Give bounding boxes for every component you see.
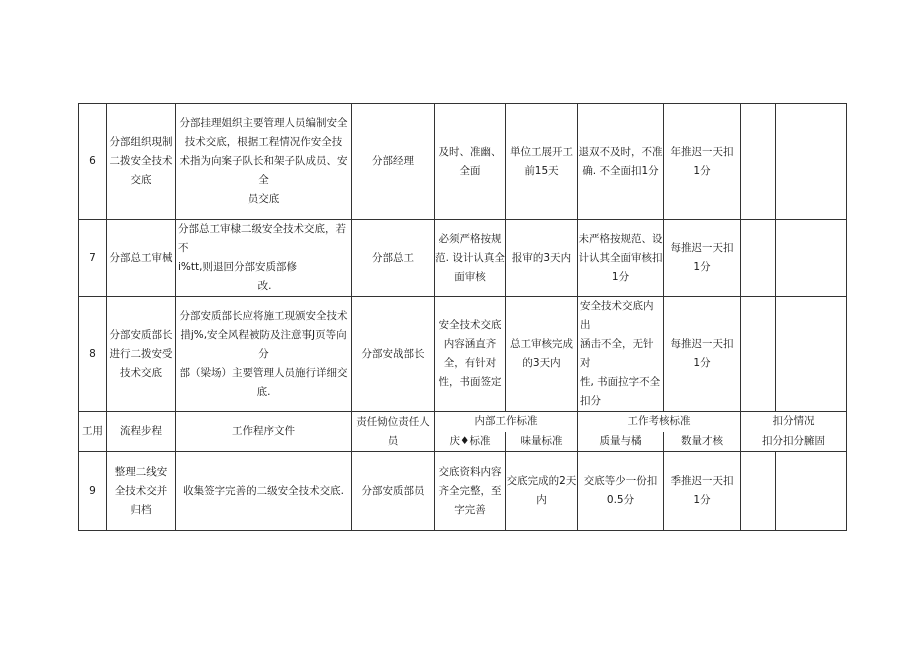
header-deduction: 扣分情况: [741, 412, 847, 432]
quality-assessment: 退双不及时，不准 确. 不全面扣1分: [578, 104, 664, 220]
row-number: 6: [79, 104, 107, 220]
table-row: [79, 220, 847, 297]
header-row: [79, 412, 847, 432]
time-standard: 报审的3天内: [506, 220, 578, 297]
table-row: [79, 104, 847, 220]
header-time-sub: 味量标准: [506, 432, 578, 452]
quality-assessment: 交底等少一份扣 0.5分: [578, 452, 664, 531]
process-step: 分部组织現制 二拨安全技术 交底: [107, 104, 176, 220]
row-number: 9: [79, 452, 107, 531]
header-step: 流程步程: [107, 412, 176, 452]
header-deduction-sub: 扣分扣分臃固: [741, 432, 847, 452]
header-quality-sub: 质量与橘: [578, 432, 664, 452]
work-standard-table: [78, 103, 847, 531]
responsible-post: 分部安战部长: [352, 297, 435, 412]
quality-assessment: 未严格按规范、设 计认其全面审核扣 1分: [578, 220, 664, 297]
responsible-post: 分部安质部员: [352, 452, 435, 531]
header-no: 工用: [79, 412, 107, 452]
deduction-cell: [776, 220, 847, 297]
responsible-post: 分部经理: [352, 104, 435, 220]
process-step: 整理二线安 全技术交并 归档: [107, 452, 176, 531]
time-standard: 总工审核完成 的3天内: [506, 297, 578, 412]
time-standard: 交底完成的2天 内: [506, 452, 578, 531]
quality-assessment: 安全技术交底内出 涵击不全，无针对 性, 书面拉字不全 扣分: [578, 297, 664, 412]
deduction-cell: [741, 297, 776, 412]
deduction-cell: [776, 104, 847, 220]
internal-standard: 交底资料内容 齐全完整，至 字完善: [435, 452, 506, 531]
quantity-assessment: 年推迟一天扣 1分: [664, 104, 741, 220]
internal-standard: 安全技术交底 内容涵直齐 全，有针对 性，书面签定: [435, 297, 506, 412]
header-internal-sub: 庆♦标准: [435, 432, 506, 452]
quantity-assessment: 每推迟一天扣 1分: [664, 220, 741, 297]
deduction-cell: [741, 220, 776, 297]
internal-standard: 必须严格按规 范. 设计认真全 面审核: [435, 220, 506, 297]
deduction-cell: [776, 297, 847, 412]
deduction-cell: [776, 452, 847, 531]
deduction-cell: [741, 452, 776, 531]
process-step: 分部安质部长 进行二拨安受 技术交底: [107, 297, 176, 412]
header-assessment-standard: 工作考核标准: [578, 412, 741, 432]
table-row: [79, 452, 847, 531]
header-quantity-sub: 数量才核: [664, 432, 741, 452]
responsible-post: 分部总工: [352, 220, 435, 297]
process-step: 分部总工审械: [107, 220, 176, 297]
time-standard: 単位工展开工 前15天: [506, 104, 578, 220]
work-program: 分部挂理姐织主要管理人员编制安全 技术交底，根据工程情况作安全技 术指为向案子队长和架子队成员、安 全 员交底: [176, 104, 352, 220]
header-internal-standard: 内部工作标准: [435, 412, 578, 432]
quantity-assessment: 季推迟一天扣 1分: [664, 452, 741, 531]
work-program: 收集签字完善的二级安全技术交底.: [176, 452, 352, 531]
deduction-cell: [741, 104, 776, 220]
table-row: [79, 297, 847, 412]
internal-standard: 及时、准幽、 全面: [435, 104, 506, 220]
work-program: 分部总工审棣二级安全技术交底，若不 i%tt,则退回分部安质部修 改.: [176, 220, 352, 297]
quantity-assessment: 每推迟一天扣 1分: [664, 297, 741, 412]
row-number: 8: [79, 297, 107, 412]
row-number: 7: [79, 220, 107, 297]
header-program: 工作程序文件: [176, 412, 352, 452]
work-program: 分部安质部长应将施工现颁安全技术 措j%,安全风程被防及注意事J页等向分 部（梁场）主要管理人员施行详细交 底.: [176, 297, 352, 412]
header-post: 责任恸位责任人 员: [352, 412, 435, 452]
